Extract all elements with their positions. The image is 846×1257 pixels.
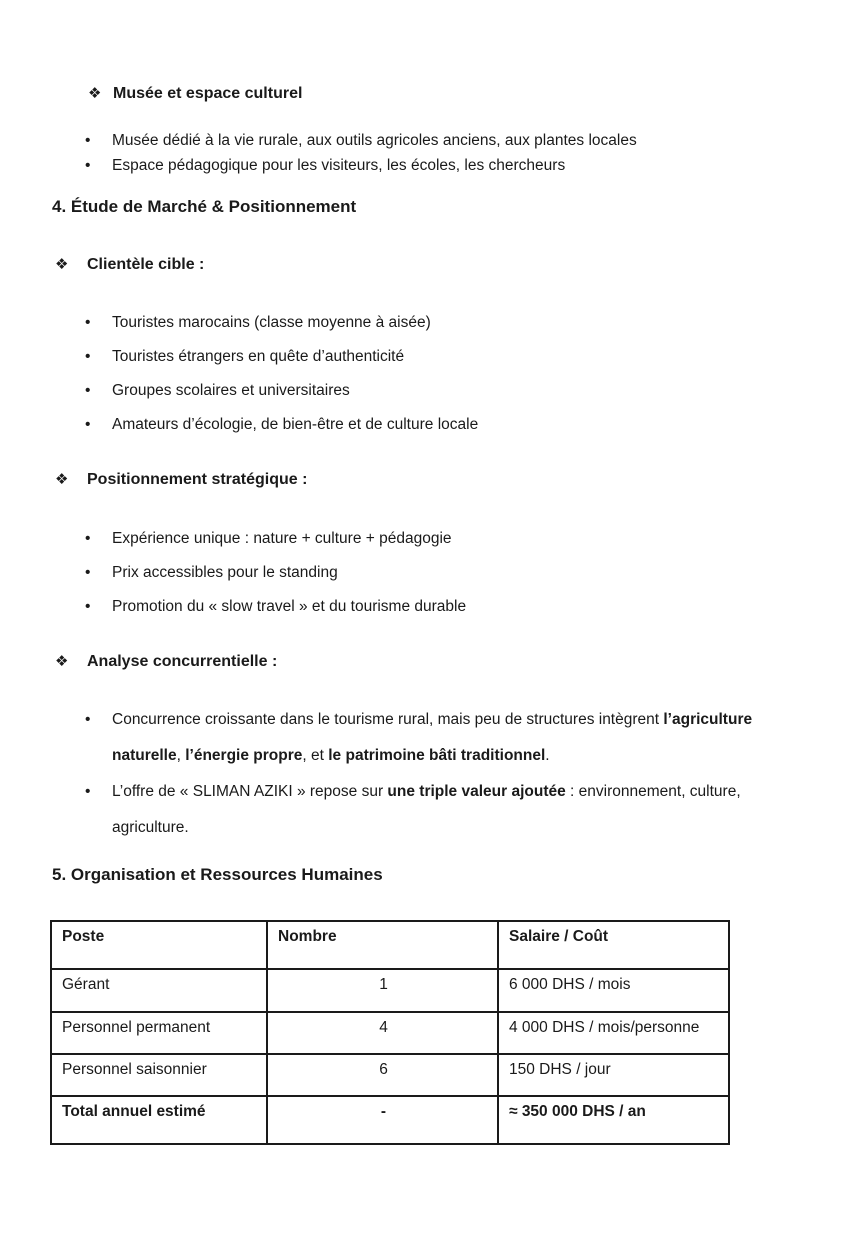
list-item xyxy=(85,774,810,846)
cell-salaire: ≈ 350 000 DHS / an xyxy=(498,1096,729,1144)
clientele-list xyxy=(85,311,478,447)
list-item xyxy=(85,413,478,437)
section-title-clientele xyxy=(55,255,204,274)
bullet-icon: • xyxy=(85,416,91,433)
list-item-text: Amateurs d’écologie, de bien-être et de culture locale xyxy=(112,416,479,433)
bullet-icon: • xyxy=(85,564,91,581)
positionnement-list xyxy=(85,527,466,629)
cell-poste: Personnel saisonnier xyxy=(51,1054,267,1096)
col-header-salaire: Salaire / Coût xyxy=(498,921,729,969)
bullet-icon: • xyxy=(85,314,91,331)
section-title-text: Analyse concurrentielle : xyxy=(87,653,278,670)
cell-salaire: 150 DHS / jour xyxy=(498,1054,729,1096)
heading-organisation-rh: 5. Organisation et Ressources Humaines xyxy=(52,865,383,884)
bullet-icon: • xyxy=(85,157,91,174)
list-item xyxy=(85,595,466,619)
section-title-analyse xyxy=(55,652,277,671)
cell-nombre: 6 xyxy=(267,1054,498,1096)
diamond-bullet-icon: ❖ xyxy=(88,85,102,102)
section-title-musee xyxy=(88,84,302,103)
analyse-list xyxy=(85,702,810,846)
table-row xyxy=(51,1012,729,1054)
section-title-positionnement xyxy=(55,470,307,489)
list-item xyxy=(85,379,478,403)
list-item-text: Groupes scolaires et universitaires xyxy=(112,382,350,399)
cell-salaire: 6 000 DHS / mois xyxy=(498,969,729,1012)
bullet-icon: • xyxy=(85,382,91,399)
musee-list xyxy=(85,128,637,178)
list-item-text: Touristes étrangers en quête d’authenticité xyxy=(112,348,405,365)
cell-poste: Gérant xyxy=(51,969,267,1012)
list-item xyxy=(85,561,466,585)
list-item-text: Touristes marocains (classe moyenne à aisée) xyxy=(112,314,431,331)
section-title-text: Clientèle cible : xyxy=(87,256,205,273)
col-header-poste: Poste xyxy=(51,921,267,969)
list-item xyxy=(85,527,466,551)
cell-nombre: - xyxy=(267,1096,498,1144)
table-row xyxy=(51,969,729,1012)
list-item xyxy=(85,128,637,153)
heading-etude-marche: 4. Étude de Marché & Positionnement xyxy=(52,197,357,216)
list-item xyxy=(85,702,810,774)
diamond-bullet-icon: ❖ xyxy=(55,471,69,488)
cell-poste: Personnel permanent xyxy=(51,1012,267,1054)
list-item-text: Espace pédagogique pour les visiteurs, les écoles, les chercheurs xyxy=(112,157,566,174)
table-row xyxy=(51,1054,729,1096)
diamond-bullet-icon: ❖ xyxy=(55,256,69,273)
cell-nombre: 4 xyxy=(267,1012,498,1054)
bullet-icon: • xyxy=(85,348,91,365)
diamond-bullet-icon: ❖ xyxy=(55,653,69,670)
list-item-text: Expérience unique : nature + culture + pédagogie xyxy=(112,530,452,547)
section-title-text: Musée et espace culturel xyxy=(113,85,303,102)
bullet-icon: • xyxy=(85,711,91,728)
table-header-row xyxy=(51,921,729,969)
bullet-icon: • xyxy=(85,783,91,800)
list-item-text: Musée dédié à la vie rurale, aux outils agricoles anciens, aux plantes locales xyxy=(112,132,637,149)
cell-poste: Total annuel estimé xyxy=(51,1096,267,1144)
bullet-icon: • xyxy=(85,132,91,149)
list-item xyxy=(85,153,637,178)
bullet-icon: • xyxy=(85,598,91,615)
staff-table xyxy=(50,920,730,1145)
list-item-text: Prix accessibles pour le standing xyxy=(112,564,338,581)
list-item-text: L’offre de « SLIMAN AZIKI » repose sur une triple valeur ajoutée : environnement, culture, agriculture. xyxy=(112,783,741,836)
list-item xyxy=(85,311,478,335)
cell-nombre: 1 xyxy=(267,969,498,1012)
table-total-row xyxy=(51,1096,729,1144)
section-title-text: Positionnement stratégique : xyxy=(87,471,308,488)
bullet-icon: • xyxy=(85,530,91,547)
cell-salaire: 4 000 DHS / mois/personne xyxy=(498,1012,729,1054)
list-item-text: Promotion du « slow travel » et du tourisme durable xyxy=(112,598,467,615)
list-item xyxy=(85,345,478,369)
list-item-text: Concurrence croissante dans le tourisme rural, mais peu de structures intègrent l’agriculture naturelle, l’énergie propre, et le patrimoine bâti traditionnel. xyxy=(112,711,753,764)
col-header-nombre: Nombre xyxy=(267,921,498,969)
